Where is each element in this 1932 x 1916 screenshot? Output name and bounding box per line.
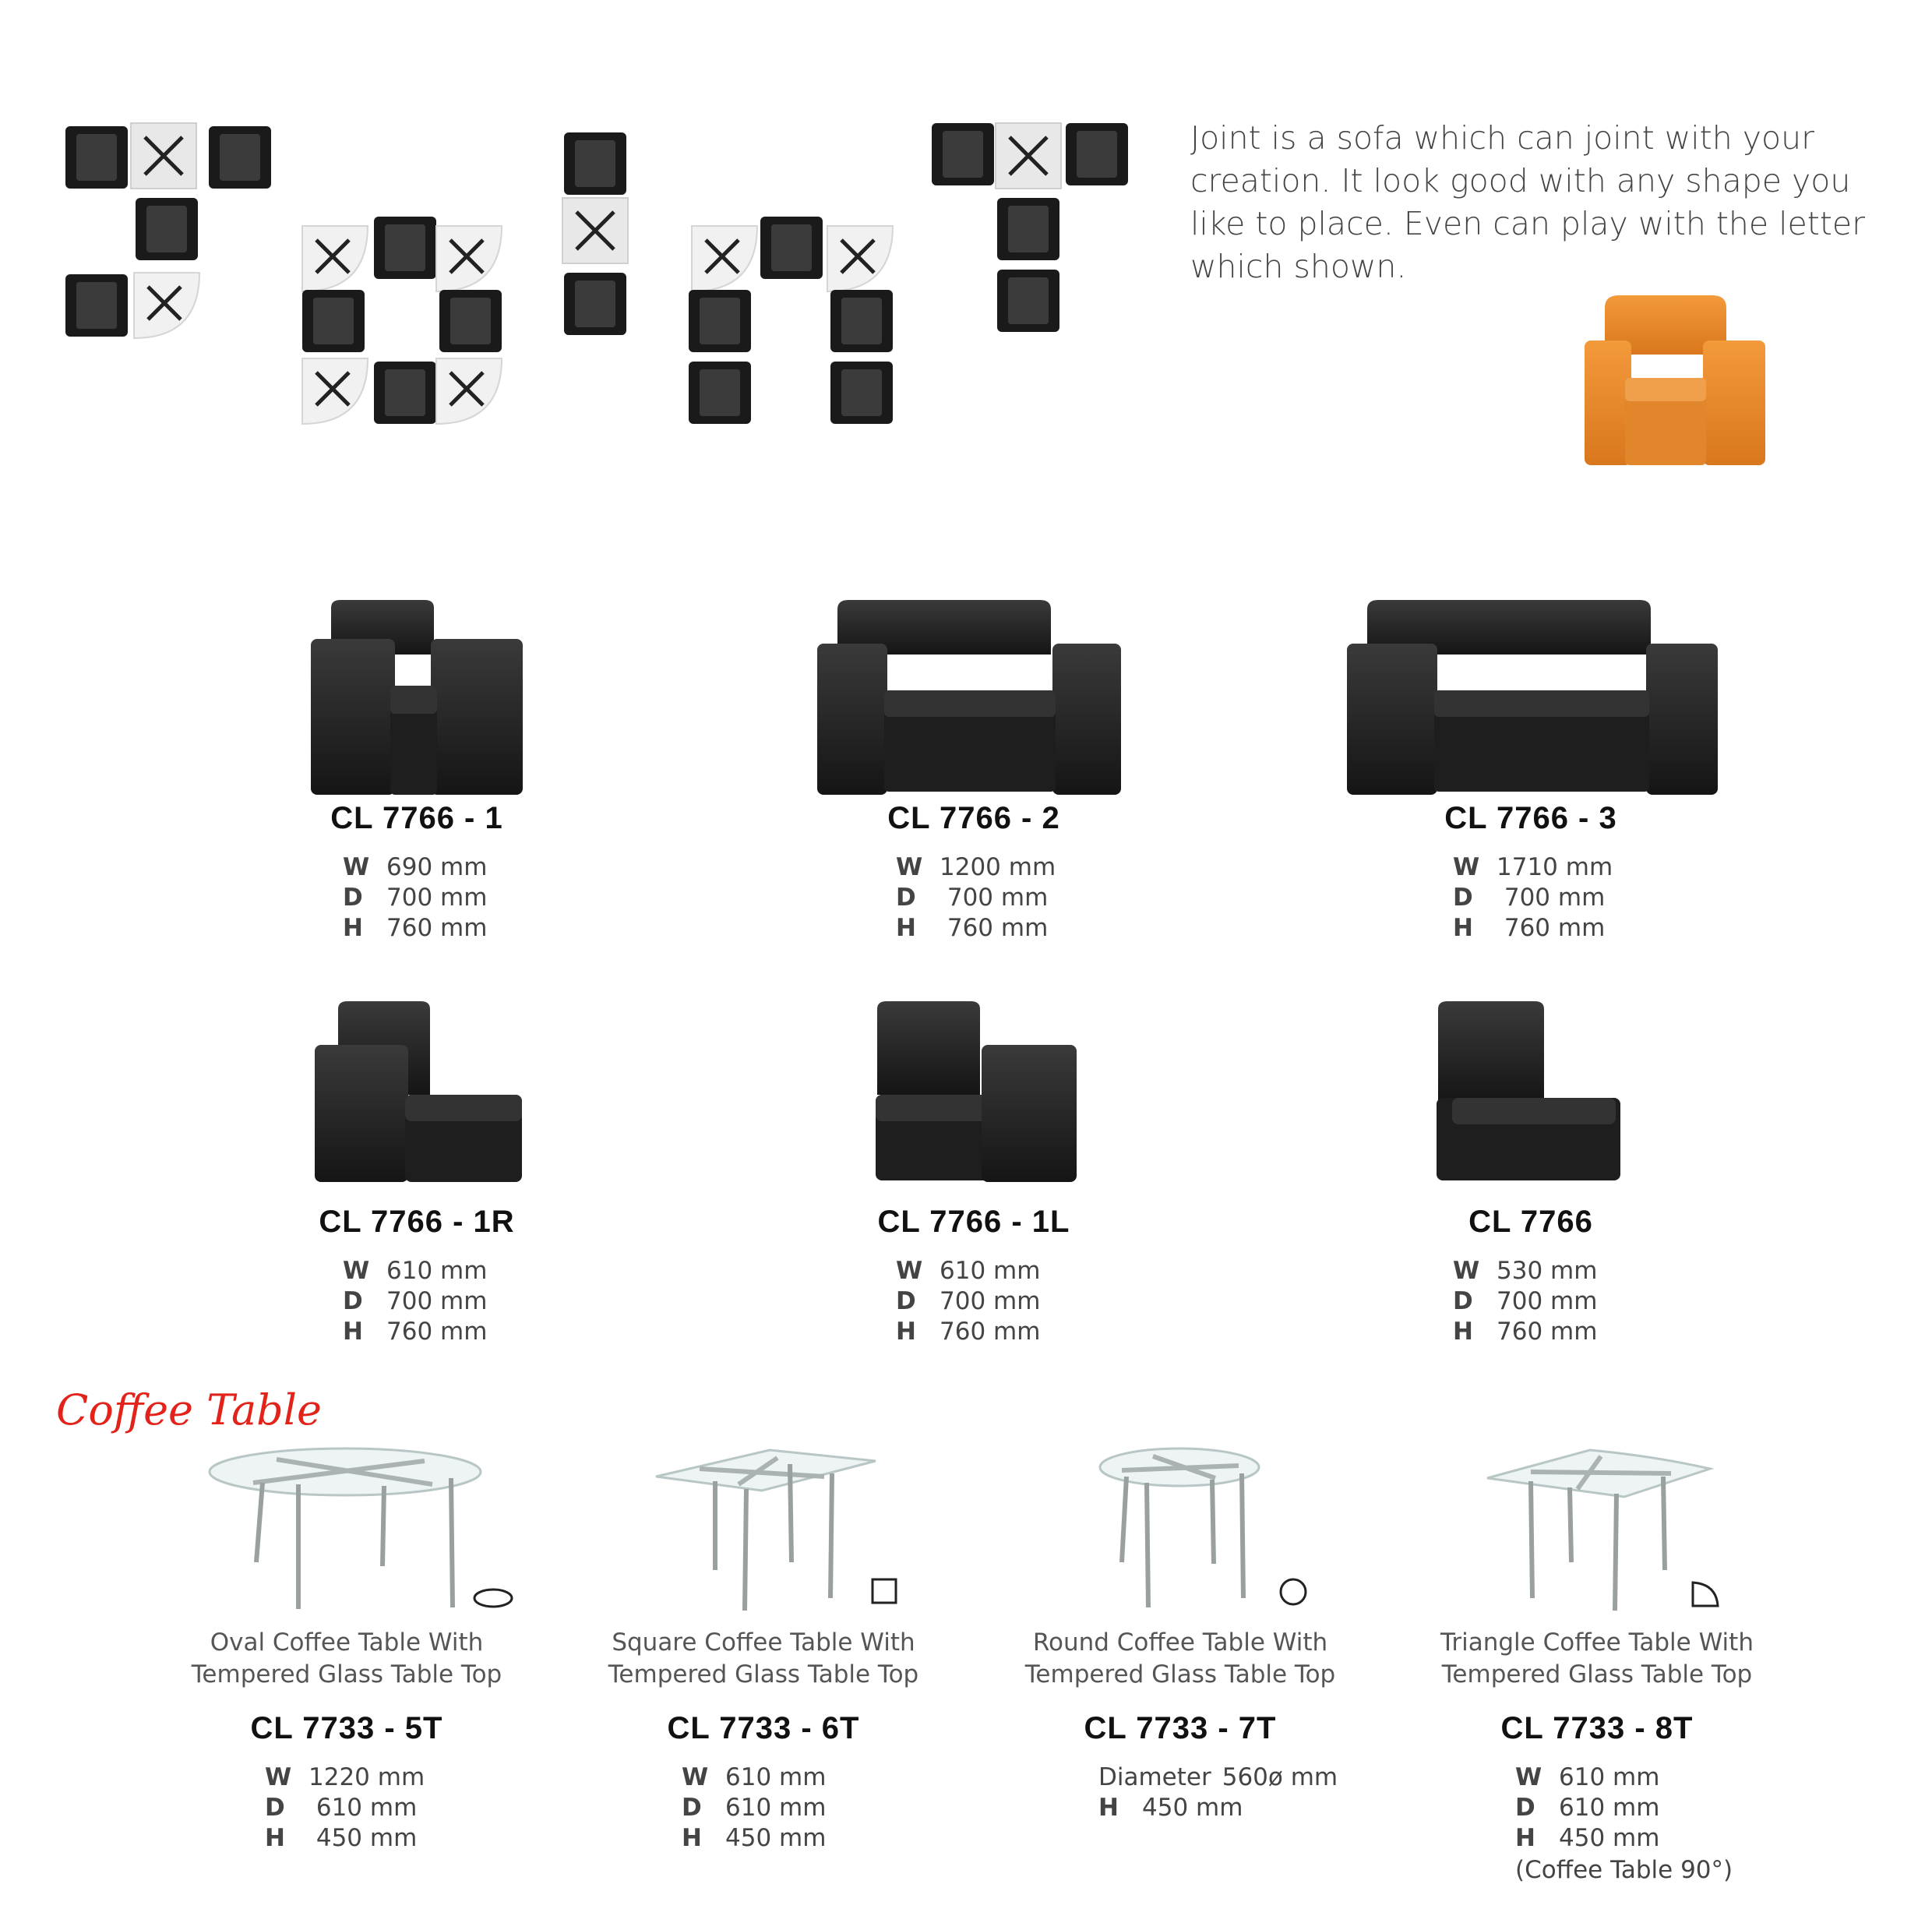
spec-h-value: 760 mm <box>1497 1318 1598 1346</box>
spec-h-value: 760 mm <box>940 1318 1041 1346</box>
orange-armchair-image <box>1574 292 1776 471</box>
sofa-image-two-seater <box>814 600 1126 803</box>
spec-w-value: 610 mm <box>386 1257 488 1285</box>
spec-h-label: H <box>896 914 916 942</box>
spec-h-label: H <box>1098 1794 1119 1822</box>
table-description-line: Oval Coffee Table With <box>210 1628 484 1657</box>
spec-d-label: D <box>343 884 363 912</box>
spec-w-value: 690 mm <box>386 853 488 881</box>
spec-h-label: H <box>1515 1824 1535 1852</box>
spec-h-label: H <box>265 1824 285 1852</box>
table-description-line: Square Coffee Table With <box>612 1628 915 1657</box>
triangle-table-image <box>1484 1445 1741 1617</box>
spec-w-label: W <box>682 1763 709 1791</box>
spec-h-label: H <box>682 1824 702 1852</box>
spec-d-value: 610 mm <box>1559 1794 1660 1822</box>
spec-h-value: 760 mm <box>386 1318 488 1346</box>
spec-h-value: 760 mm <box>386 914 488 942</box>
spec-h-value: 450 mm <box>1142 1794 1243 1822</box>
spec-diameter-value: 560ø mm <box>1222 1763 1338 1791</box>
spec-w-value: 610 mm <box>725 1763 827 1791</box>
spec-h-label: H <box>343 1318 363 1346</box>
sofa-specs <box>343 852 487 944</box>
table-description-line: Tempered Glass Table Top <box>1441 1660 1753 1688</box>
sofa-model-name: CL 7766 - 1R <box>319 1205 515 1239</box>
spec-w-label: W <box>343 1257 370 1285</box>
intro-line: like to place. Even can play with the letter <box>1190 205 1866 242</box>
sofa-model-name: CL 7766 - 1L <box>877 1205 1070 1239</box>
spec-d-value: 610 mm <box>725 1794 827 1822</box>
table-description-line: Tempered Glass Table Top <box>191 1660 502 1688</box>
square-table-image <box>653 1445 902 1617</box>
table-description <box>1394 1627 1800 1691</box>
spec-h-value: 450 mm <box>1559 1824 1660 1852</box>
table-model-name: CL 7733 - 6T <box>667 1711 860 1745</box>
triangle-table-note: (Coffee Table 90°) <box>1515 1856 1733 1884</box>
spec-d-value: 700 mm <box>940 884 1049 912</box>
sofa-model-name: CL 7766 - 1 <box>330 801 503 835</box>
table-specs <box>1098 1763 1338 1823</box>
table-description-line: Tempered Glass Table Top <box>1024 1660 1336 1688</box>
sofa-image-single <box>308 600 534 803</box>
table-specs <box>265 1763 425 1854</box>
sofa-specs <box>896 1256 1040 1347</box>
table-description <box>978 1627 1383 1691</box>
spec-w-value: 1220 mm <box>308 1763 425 1791</box>
sofa-model-name: CL 7766 - 2 <box>887 801 1060 835</box>
sofa-specs <box>1453 852 1613 944</box>
spec-d-label: D <box>1515 1794 1535 1822</box>
spec-d-label: D <box>265 1794 285 1822</box>
sofa-image-three-seater <box>1344 600 1726 803</box>
intro-paragraph <box>1190 117 1891 288</box>
oval-table-image <box>206 1445 526 1617</box>
table-model-name: CL 7733 - 8T <box>1500 1711 1694 1745</box>
spec-d-value: 700 mm <box>1497 884 1606 912</box>
spec-d-value: 700 mm <box>940 1287 1041 1315</box>
spec-d-value: 700 mm <box>1497 1287 1598 1315</box>
sofa-model-name: CL 7766 <box>1468 1205 1593 1239</box>
spec-w-label: W <box>1515 1763 1542 1791</box>
sofa-image-right-arm <box>312 1001 530 1188</box>
spec-d-value: 610 mm <box>308 1794 418 1822</box>
intro-line: creation. It look good with any shape you <box>1190 162 1851 199</box>
intro-line: Joint is a sofa which can joint with your <box>1190 119 1814 157</box>
spec-w-value: 1710 mm <box>1497 853 1613 881</box>
spec-d-label: D <box>896 884 916 912</box>
spec-h-label: H <box>896 1318 916 1346</box>
spec-w-value: 1200 mm <box>940 853 1056 881</box>
spec-d-value: 700 mm <box>386 884 488 912</box>
spec-d-label: D <box>1453 1287 1473 1315</box>
spec-w-value: 610 mm <box>1559 1763 1660 1791</box>
spec-d-label: D <box>896 1287 916 1315</box>
table-model-name: CL 7733 - 7T <box>1084 1711 1277 1745</box>
spec-w-label: W <box>265 1763 292 1791</box>
spec-w-label: W <box>896 853 923 881</box>
table-model-name: CL 7733 - 5T <box>250 1711 443 1745</box>
spec-w-value: 610 mm <box>940 1257 1041 1285</box>
spec-h-value: 450 mm <box>725 1824 827 1852</box>
table-description <box>561 1627 966 1691</box>
spec-w-value: 530 mm <box>1497 1257 1598 1285</box>
table-description-line: Tempered Glass Table Top <box>608 1660 919 1688</box>
spec-w-label: W <box>343 853 370 881</box>
spec-w-label: W <box>896 1257 923 1285</box>
intro-line: which shown. <box>1190 248 1407 285</box>
spec-h-label: H <box>1453 914 1473 942</box>
sofa-specs <box>896 852 1056 944</box>
sofa-specs <box>343 1256 487 1347</box>
spec-w-label: W <box>1453 1257 1480 1285</box>
spec-d-value: 700 mm <box>386 1287 488 1315</box>
spec-d-label: D <box>343 1287 363 1315</box>
sofa-specs <box>1453 1256 1597 1347</box>
spec-d-label: D <box>682 1794 702 1822</box>
table-specs <box>1515 1763 1659 1854</box>
table-description <box>144 1627 549 1691</box>
spec-diameter-label: Diameter <box>1098 1763 1211 1791</box>
spec-h-value: 760 mm <box>1497 914 1606 942</box>
table-specs <box>682 1763 826 1854</box>
table-description-line: Round Coffee Table With <box>1032 1628 1328 1657</box>
table-description-line: Triangle Coffee Table With <box>1440 1628 1754 1657</box>
spec-w-label: W <box>1453 853 1480 881</box>
spec-d-label: D <box>1453 884 1473 912</box>
spec-h-label: H <box>343 914 363 942</box>
spec-h-label: H <box>1453 1318 1473 1346</box>
spec-h-value: 760 mm <box>940 914 1049 942</box>
sofa-model-name: CL 7766 - 3 <box>1444 801 1617 835</box>
coffee-table-heading: Coffee Table <box>56 1385 322 1434</box>
sofa-image-armless <box>1433 1001 1628 1188</box>
spec-h-value: 450 mm <box>308 1824 418 1852</box>
round-table-image <box>1098 1445 1340 1617</box>
joint-letters-illustration <box>62 117 1153 468</box>
sofa-image-left-arm <box>873 1001 1083 1188</box>
